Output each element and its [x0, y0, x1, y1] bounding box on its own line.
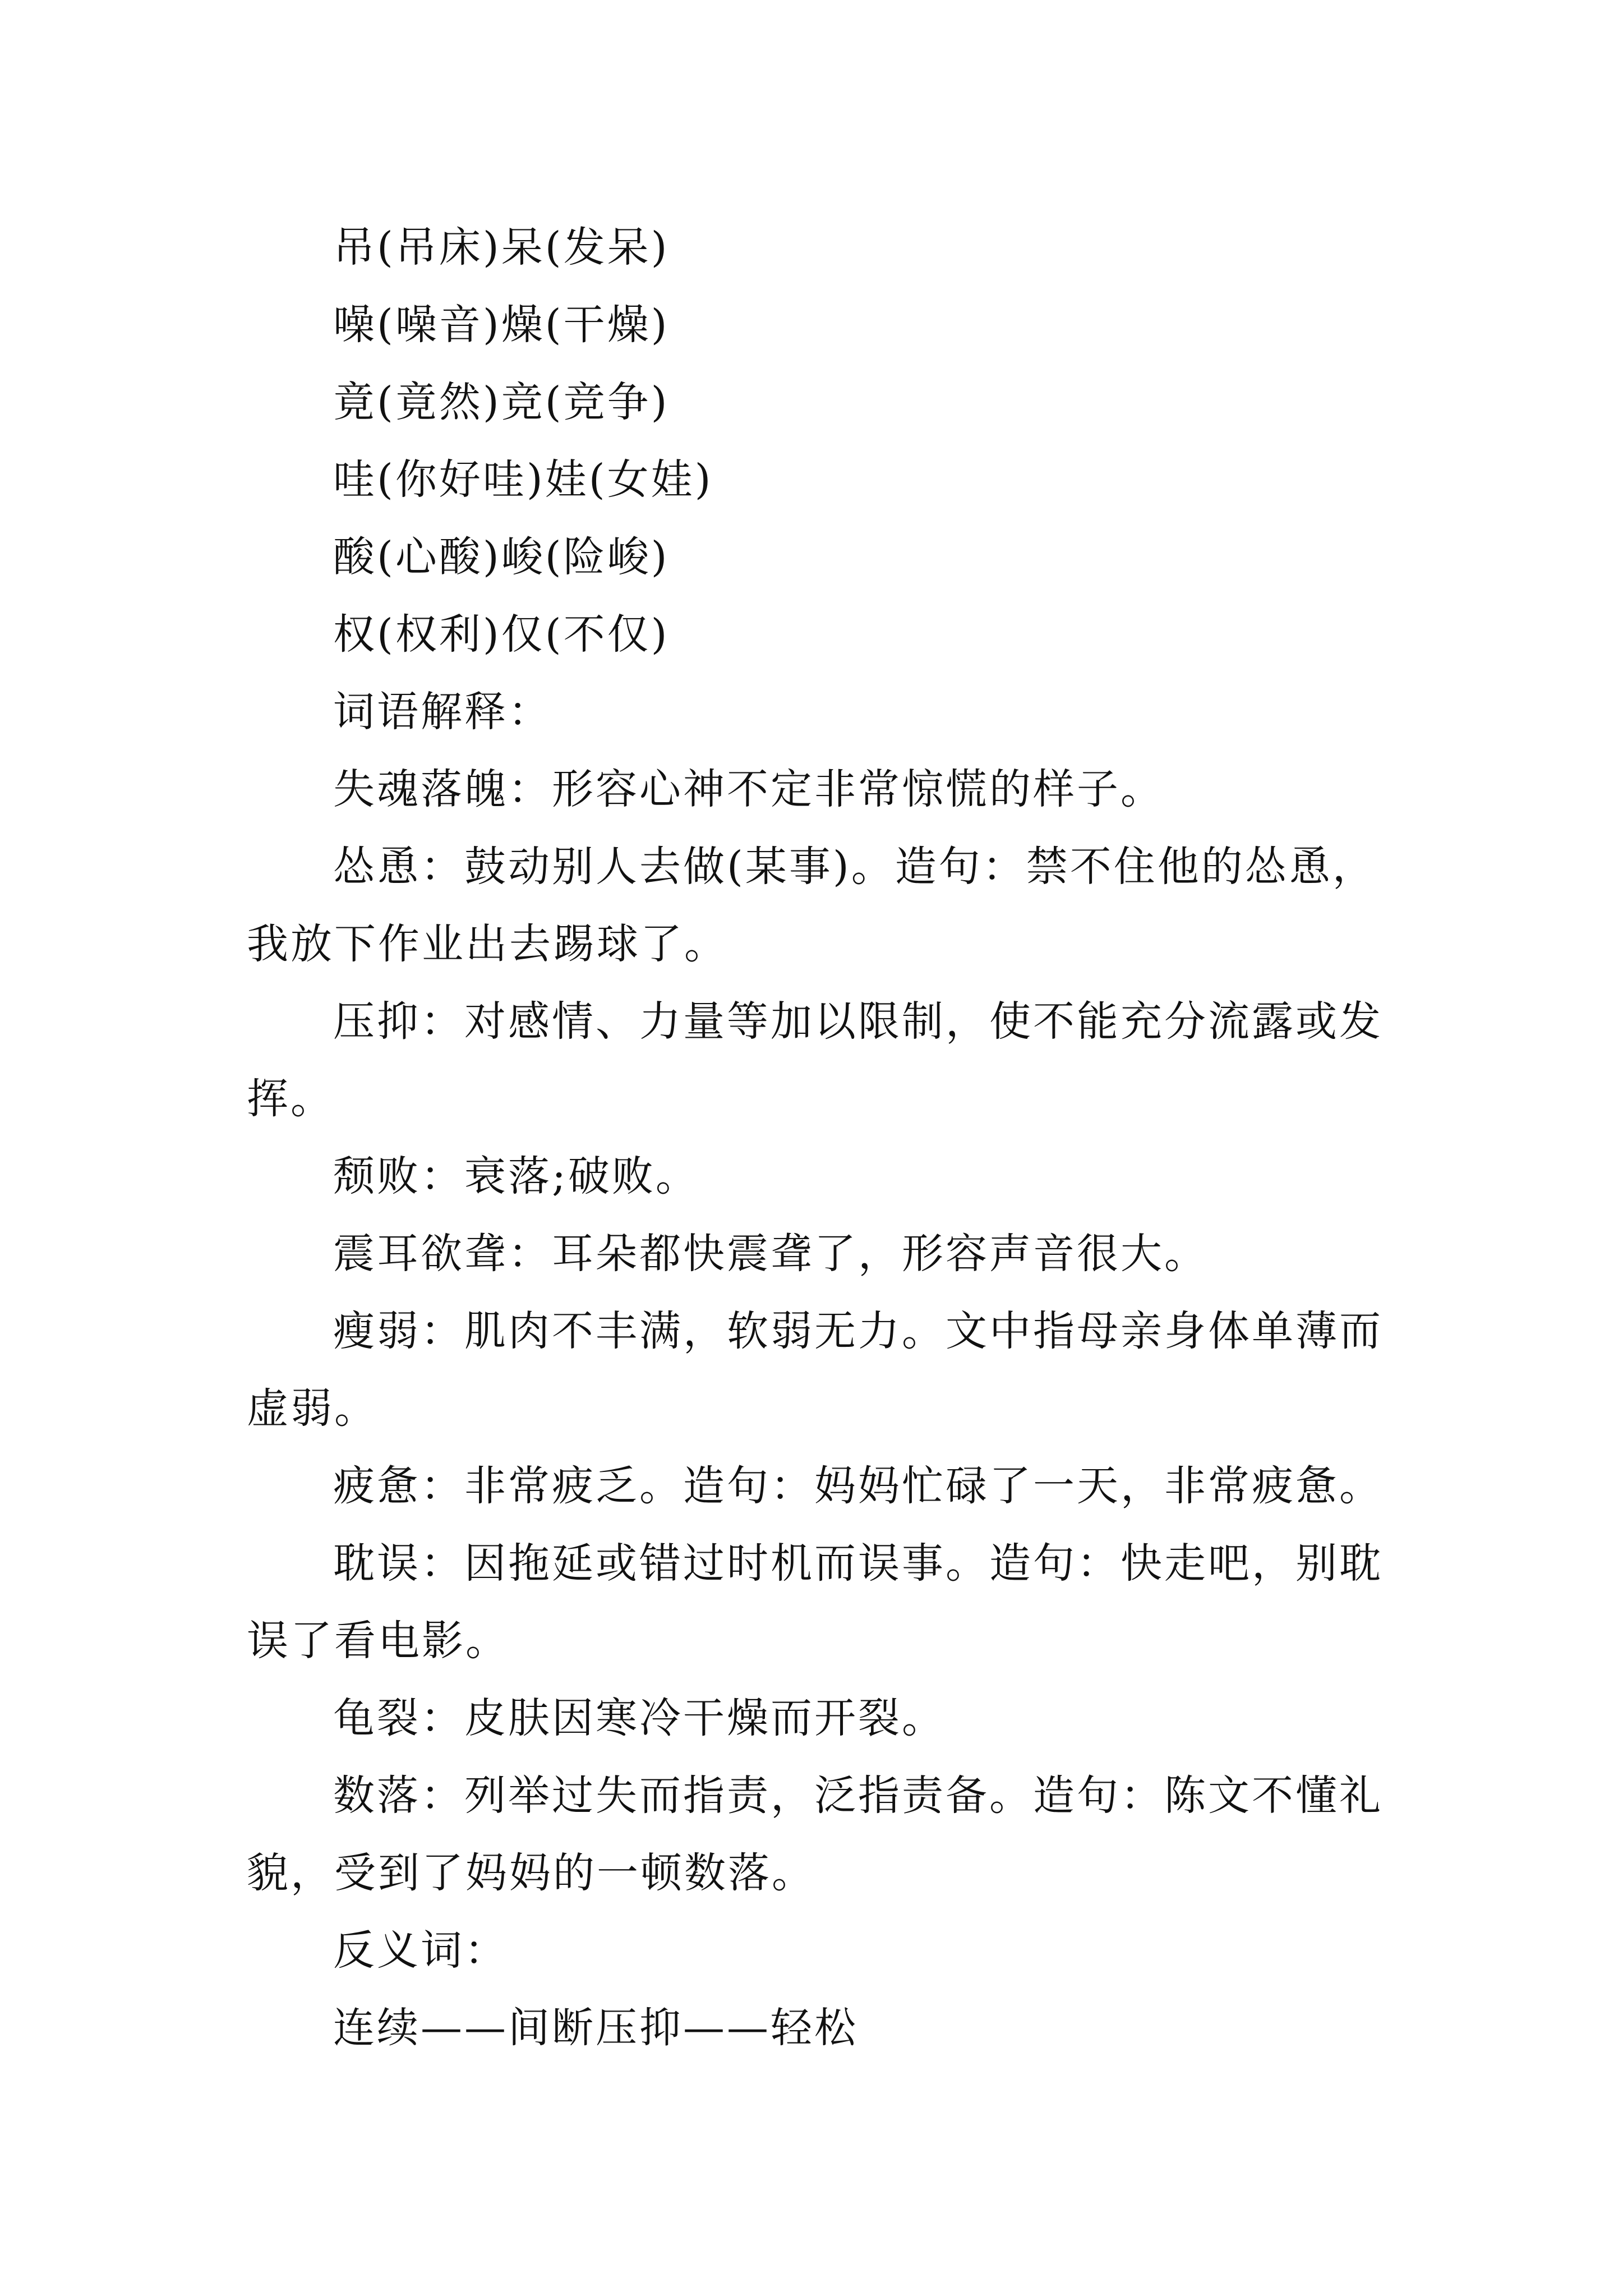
section-heading: 词语解释：: [333, 688, 552, 736]
definition-paragraph: 震耳欲聋：耳朵都快震聋了，形容声音很大。: [333, 1230, 1208, 1278]
definition-paragraph: 压抑：对感情、力量等加以限制，使不能充分流露或发挥。: [247, 997, 1383, 1123]
definition-paragraph: 数落：列举过失而指责，泛指责备。造句：陈文不懂礼貌，受到了妈妈的一顿数落。: [247, 1772, 1383, 1897]
definition-paragraph: 瘦弱：肌肉不丰满，软弱无力。文中指母亲身体单薄而虚弱。: [247, 1307, 1383, 1433]
definition-paragraph: 失魂落魄：形容心神不定非常惊慌的样子。: [333, 765, 1164, 813]
text-line: 哇(你好哇)娃(女娃): [333, 455, 713, 504]
text-line: 吊(吊床)呆(发呆): [333, 223, 670, 272]
antonym-line: 连续——间断压抑——轻松: [333, 2004, 858, 2052]
section-heading: 反义词：: [333, 1926, 508, 1975]
text-line: 竟(竟然)竞(竞争): [333, 378, 670, 426]
text-line: 酸(心酸)峻(险峻): [333, 533, 670, 581]
definition-paragraph: 耽误：因拖延或错过时机而误事。造句：快走吧，别耽误了看电影。: [247, 1539, 1383, 1665]
document-body: [247, 209, 1391, 2067]
text-line: 噪(噪音)燥(干燥): [333, 301, 670, 349]
definition-paragraph: 怂恿：鼓动别人去做(某事)。造句：禁不住他的怂恿，我放下作业出去踢球了。: [247, 843, 1376, 968]
definition-paragraph: 龟裂：皮肤因寒冷干燥而开裂。: [333, 1694, 946, 1742]
definition-paragraph: 疲惫：非常疲乏。造句：妈妈忙碌了一天，非常疲惫。: [333, 1462, 1383, 1510]
text-line: 权(权利)仅(不仅): [333, 610, 670, 659]
definition-paragraph: 颓败：衰落;破败。: [333, 1152, 699, 1200]
